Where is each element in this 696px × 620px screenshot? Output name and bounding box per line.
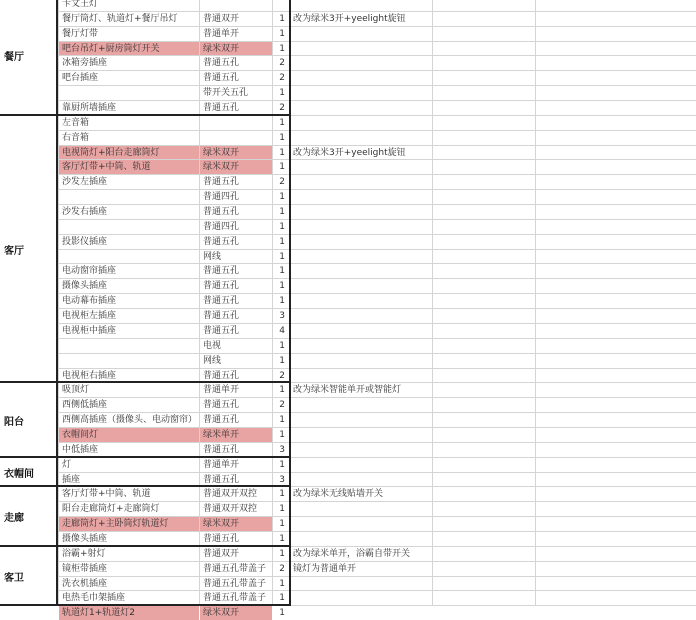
item-name-cell[interactable]: 吧台插座 — [62, 73, 99, 84]
switch-type-cell[interactable]: 普通四孔 — [203, 192, 240, 203]
switch-type-cell[interactable]: 普通五孔 — [203, 73, 240, 84]
item-name-cell[interactable]: 摄像头插座 — [62, 281, 108, 292]
item-name-cell[interactable]: 电视柜中插座 — [62, 325, 117, 336]
item-name-cell[interactable]: 电热毛巾架插座 — [62, 593, 126, 604]
note-cell[interactable]: 改为绿米无线贴墙开关 — [293, 489, 384, 500]
switch-type-cell[interactable]: 普通单开 — [203, 459, 240, 470]
switch-type-cell[interactable]: 普通单开 — [203, 385, 240, 396]
quantity-cell[interactable]: 1 — [279, 162, 285, 173]
switch-type-cell[interactable]: 普通五孔 — [203, 325, 240, 336]
item-name-cell[interactable]: 餐厅筒灯、轨道灯+餐厅吊灯 — [62, 13, 178, 24]
item-name-cell[interactable]: 阳台走廊筒灯+走廊筒灯 — [62, 504, 160, 515]
note-cell[interactable]: 改为绿米智能单开或智能灯 — [293, 385, 402, 396]
switch-type-cell[interactable]: 普通双开双控 — [203, 504, 258, 515]
quantity-cell[interactable]: 3 — [279, 474, 285, 485]
quantity-cell[interactable]: 3 — [279, 444, 285, 455]
item-name-cell[interactable]: 摄像头插座 — [62, 533, 108, 544]
switch-type-cell[interactable]: 带开关五孔 — [203, 88, 249, 99]
quantity-cell[interactable]: 4 — [279, 325, 285, 336]
item-name-cell[interactable]: 轨道灯1+轨道灯2 — [59, 606, 199, 620]
item-name-cell[interactable] — [59, 220, 199, 234]
item-name-cell[interactable]: 洗衣机插座 — [62, 578, 108, 589]
quantity-cell[interactable]: 1 — [279, 608, 285, 619]
item-name-cell[interactable]: 卡文王灯 — [62, 0, 99, 9]
switch-type-cell[interactable]: 网线 — [203, 355, 222, 366]
item-name-cell[interactable]: 电视筒灯+阳台走廊筒灯 — [59, 146, 199, 160]
quantity-cell[interactable]: 2 — [279, 103, 285, 114]
switch-type-cell[interactable]: 普通五孔 — [203, 415, 240, 426]
item-name-cell[interactable]: 衣帽间灯 — [59, 428, 199, 442]
quantity-cell[interactable]: 1 — [279, 385, 285, 396]
switch-type-cell[interactable] — [200, 0, 272, 11]
switch-type-cell[interactable] — [200, 131, 272, 145]
switch-type-cell[interactable]: 普通五孔 — [203, 444, 240, 455]
item-name-cell[interactable]: 吸顶灯 — [62, 385, 90, 396]
switch-type-cell[interactable]: 普通五孔 — [203, 103, 240, 114]
quantity-cell[interactable]: 1 — [279, 459, 285, 470]
room-separator — [0, 545, 289, 547]
quantity-cell[interactable]: 1 — [279, 340, 285, 351]
quantity-cell[interactable]: 1 — [279, 43, 285, 54]
item-name-cell[interactable]: 浴霸+射灯 — [62, 548, 106, 559]
room-separator — [0, 381, 289, 383]
switch-type-cell[interactable]: 普通双开双控 — [203, 489, 258, 500]
quantity-cell[interactable]: 1 — [279, 236, 285, 247]
switch-type-cell[interactable]: 绿米双开 — [200, 160, 272, 174]
item-name-cell[interactable] — [59, 250, 199, 264]
switch-type-cell[interactable]: 普通五孔 — [203, 58, 240, 69]
note-cell[interactable]: 镜灯为普通单开 — [293, 563, 357, 574]
quantity-cell[interactable]: 1 — [279, 415, 285, 426]
quantity-cell[interactable]: 1 — [279, 266, 285, 277]
room-label: 走廊 — [4, 513, 24, 525]
quantity-cell[interactable]: 2 — [279, 58, 285, 69]
room-label: 客厅 — [4, 245, 24, 257]
quantity-cell[interactable]: 1 — [279, 355, 285, 366]
column-border — [56, 0, 58, 606]
switch-type-cell[interactable]: 绿米双开 — [200, 42, 272, 56]
switch-type-cell[interactable]: 普通五孔带盖子 — [203, 593, 267, 604]
switch-type-cell[interactable]: 绿米双开 — [200, 146, 272, 160]
note-cell[interactable]: 改为绿米3开+yeelight旋钮 — [293, 13, 406, 24]
room-label: 客卫 — [4, 572, 24, 584]
item-name-cell[interactable]: 沙发左插座 — [62, 177, 108, 188]
item-name-cell[interactable]: 电视柜左插座 — [62, 311, 117, 322]
room-separator — [0, 485, 289, 487]
quantity-cell[interactable]: 1 — [279, 192, 285, 203]
quantity-cell[interactable]: 1 — [279, 147, 285, 158]
item-name-cell[interactable]: 靠厨所墙插座 — [62, 103, 117, 114]
switch-type-cell[interactable]: 普通五孔 — [203, 281, 240, 292]
quantity-cell[interactable] — [273, 0, 289, 11]
quantity-cell[interactable]: 1 — [279, 578, 285, 589]
note-cell[interactable]: 改为绿米3开+yeelight旋钮 — [293, 147, 406, 158]
switch-type-cell[interactable]: 普通五孔 — [203, 177, 240, 188]
switch-type-cell[interactable]: 绿米双开 — [200, 606, 272, 620]
switch-type-cell[interactable]: 普通五孔带盖子 — [203, 578, 267, 589]
switch-type-cell[interactable]: 普通五孔 — [203, 236, 240, 247]
room-separator — [0, 456, 289, 458]
item-name-cell[interactable]: 左音箱 — [62, 117, 90, 128]
item-name-cell[interactable] — [59, 354, 199, 368]
item-name-cell[interactable]: 右音箱 — [62, 132, 90, 143]
switch-type-cell[interactable]: 普通五孔 — [203, 296, 240, 307]
column-border — [289, 0, 291, 606]
switch-type-cell[interactable]: 普通五孔 — [203, 311, 240, 322]
switch-type-cell[interactable]: 普通五孔 — [203, 400, 240, 411]
quantity-cell[interactable]: 2 — [279, 563, 285, 574]
item-name-cell[interactable]: 沙发右插座 — [62, 207, 108, 218]
quantity-cell[interactable]: 3 — [279, 311, 285, 322]
switch-type-cell[interactable]: 普通双开 — [203, 13, 240, 24]
quantity-cell[interactable]: 1 — [279, 132, 285, 143]
item-name-cell[interactable]: 镜柜带插座 — [62, 563, 108, 574]
switch-type-cell[interactable]: 电视 — [203, 340, 222, 351]
room-separator — [0, 114, 289, 116]
item-name-cell[interactable]: 餐厅灯带 — [62, 28, 99, 39]
quantity-cell[interactable]: 1 — [279, 519, 285, 530]
switch-type-cell[interactable]: 普通五孔 — [203, 207, 240, 218]
switch-type-cell[interactable]: 普通单开 — [203, 28, 240, 39]
item-name-cell[interactable] — [59, 86, 199, 100]
item-name-cell[interactable]: 西侧低插座 — [62, 400, 108, 411]
room-label: 阳台 — [4, 416, 24, 428]
item-name-cell[interactable] — [59, 190, 199, 204]
item-name-cell[interactable]: 灯 — [62, 459, 72, 470]
quantity-cell[interactable]: 2 — [279, 370, 285, 381]
quantity-cell[interactable]: 1 — [279, 504, 285, 515]
item-name-cell[interactable]: 电动窗帘插座 — [62, 266, 117, 277]
switch-type-cell[interactable]: 普通五孔 — [203, 266, 240, 277]
quantity-cell[interactable]: 1 — [279, 207, 285, 218]
quantity-cell[interactable]: 1 — [279, 548, 285, 559]
room-label: 衣帽间 — [4, 468, 34, 480]
item-name-cell[interactable]: 客厅灯带+中筒、轨道 — [62, 489, 151, 500]
room-label: 餐厅 — [4, 52, 24, 64]
item-name-cell[interactable] — [59, 339, 199, 353]
item-name-cell[interactable]: 吧台吊灯+厨房筒灯开关 — [59, 42, 199, 56]
quantity-cell[interactable]: 1 — [279, 221, 285, 232]
switch-type-cell[interactable]: 网线 — [203, 251, 222, 262]
room-separator — [0, 604, 289, 606]
switch-type-cell[interactable]: 普通四孔 — [203, 221, 240, 232]
switch-type-cell[interactable]: 普通五孔 — [203, 533, 240, 544]
quantity-cell[interactable]: 1 — [279, 533, 285, 544]
switch-type-cell[interactable]: 普通双开 — [203, 548, 240, 559]
quantity-cell[interactable]: 1 — [279, 281, 285, 292]
quantity-cell[interactable]: 1 — [279, 13, 285, 24]
quantity-cell[interactable]: 1 — [279, 251, 285, 262]
item-name-cell[interactable]: 西侧高插座（摄像头、电动窗帘） — [62, 415, 198, 426]
quantity-cell[interactable]: 1 — [279, 429, 285, 440]
quantity-cell[interactable]: 2 — [279, 177, 285, 188]
item-name-cell[interactable]: 走廊筒灯+主卧筒灯轨道灯 — [59, 517, 199, 531]
quantity-cell[interactable]: 1 — [279, 593, 285, 604]
quantity-cell[interactable]: 1 — [279, 296, 285, 307]
item-name-cell[interactable]: 插座 — [62, 474, 81, 485]
quantity-cell[interactable]: 2 — [279, 73, 285, 84]
switch-type-cell[interactable]: 绿米单开 — [200, 428, 272, 442]
switch-type-cell[interactable]: 绿米双开 — [200, 517, 272, 531]
item-name-cell[interactable]: 冰箱旁插座 — [62, 58, 108, 69]
switch-type-cell[interactable] — [200, 116, 272, 130]
quantity-cell[interactable]: 1 — [279, 28, 285, 39]
quantity-cell[interactable]: 1 — [279, 489, 285, 500]
quantity-cell[interactable]: 1 — [279, 88, 285, 99]
quantity-cell[interactable]: 1 — [279, 117, 285, 128]
switch-type-cell[interactable]: 普通五孔 — [203, 474, 240, 485]
switch-type-cell[interactable]: 普通五孔 — [203, 370, 240, 381]
item-name-cell[interactable]: 中低插座 — [62, 444, 99, 455]
item-name-cell[interactable]: 电视柜右插座 — [62, 370, 117, 381]
item-name-cell[interactable]: 投影仪插座 — [62, 236, 108, 247]
item-name-cell[interactable]: 客厅灯带+中筒、轨道 — [59, 160, 199, 174]
note-cell[interactable]: 改为绿米单开，浴霸自带开关 — [293, 548, 411, 559]
switch-type-cell[interactable]: 普通五孔带盖子 — [203, 563, 267, 574]
item-name-cell[interactable]: 电动幕布插座 — [62, 296, 117, 307]
quantity-cell[interactable]: 2 — [279, 400, 285, 411]
